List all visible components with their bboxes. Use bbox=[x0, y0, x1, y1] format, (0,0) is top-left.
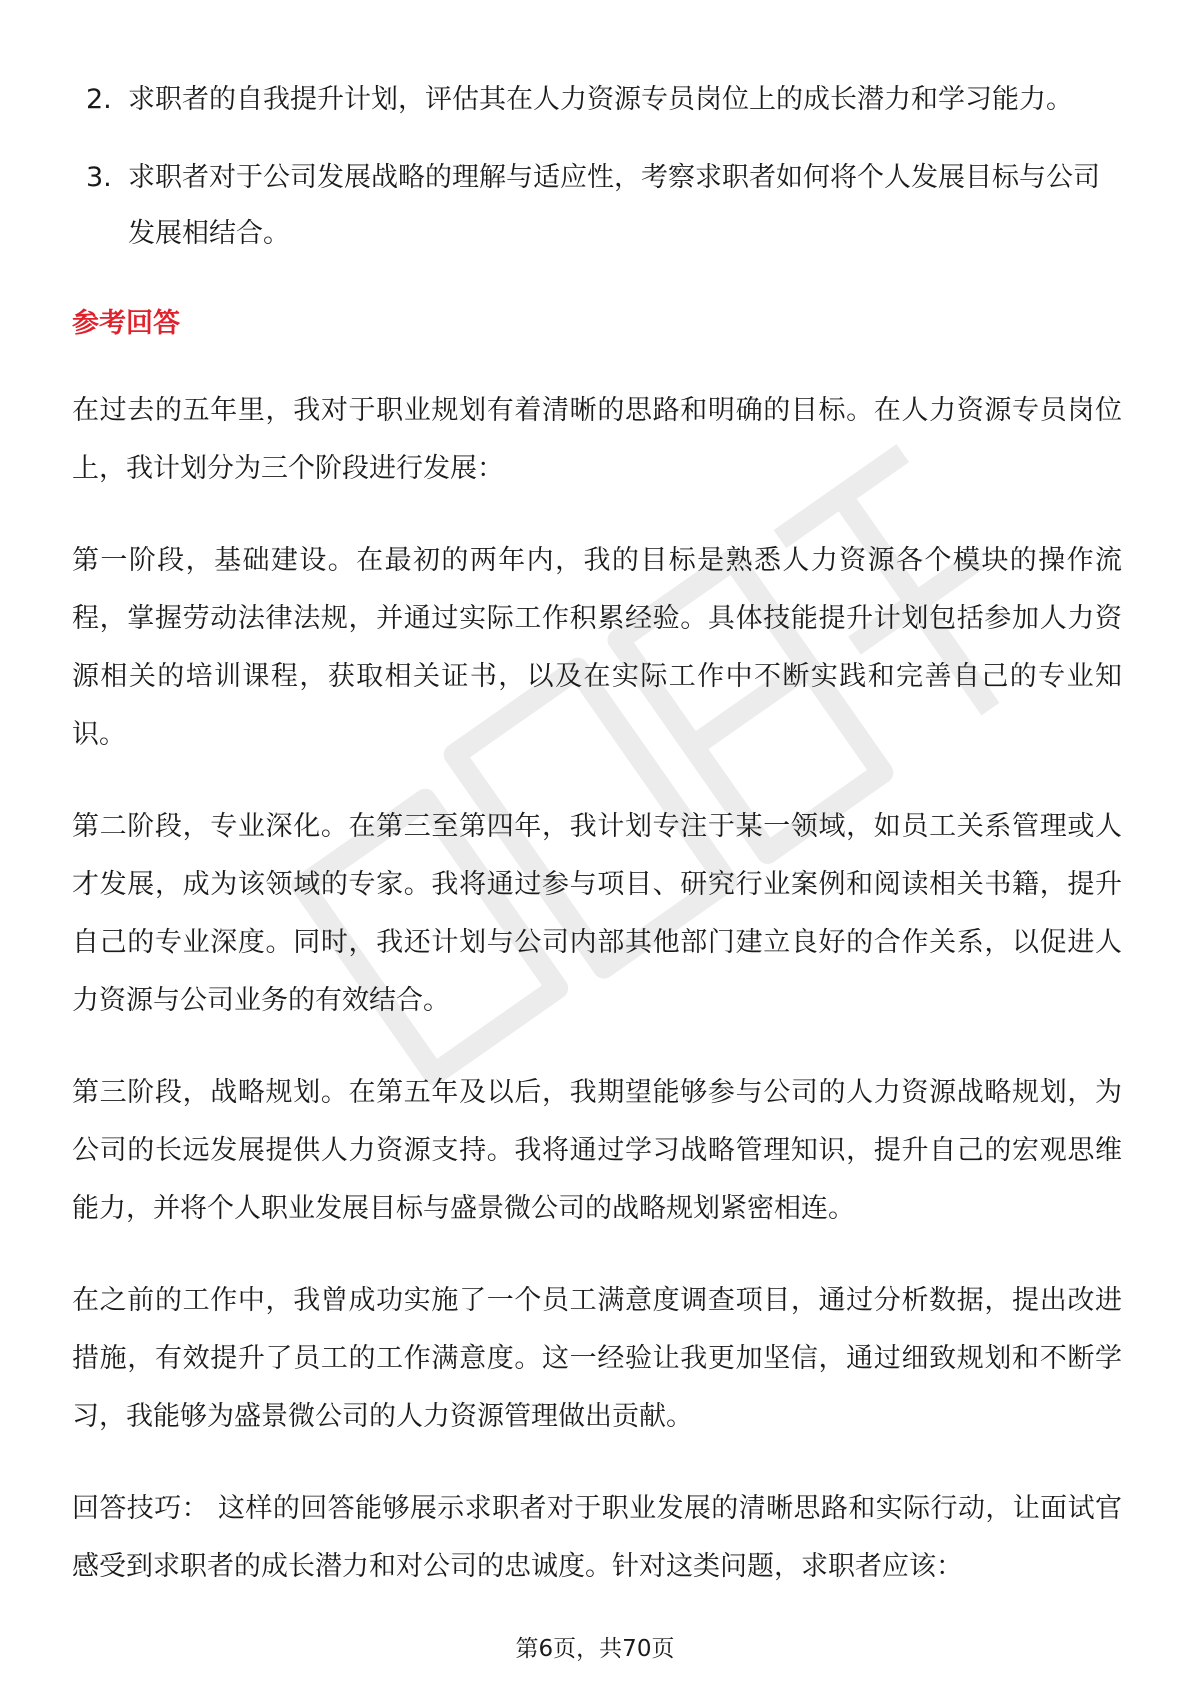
answer-paragraph-stage-one: 第一阶段，基础建设。在最初的两年内，我的目标是熟悉人力资源各个模块的操作流程，掌握劳动法律法规，并通过实际工作积累经验。具体技能提升计划包括参加人力资源相关的培训课程，获取相关证书，以及在实际工作中不断实践和完善自己的专业知识。 bbox=[72, 545, 1122, 750]
answer-tips-paragraph: 回答技巧： 这样的回答能够展示求职者对于职业发展的清晰思路和实际行动，让面试官感受到求职者的成长潜力和对公司的忠诚度。针对这类问题，求职者应该： bbox=[72, 1493, 1122, 1582]
document-content bbox=[72, 72, 1122, 1630]
list-item-number: 2. bbox=[86, 84, 112, 115]
answer-paragraph-experience: 在之前的工作中，我曾成功实施了一个员工满意度调查项目，通过分析数据，提出改进措施，有效提升了员工的工作满意度。这一经验让我更加坚信，通过细致规划和不断学习，我能够为盛景微公司的人力资源管理做出贡献。 bbox=[72, 1285, 1122, 1432]
section-title: 参考回答 bbox=[72, 308, 180, 339]
answer-paragraph-stage-two: 第二阶段，专业深化。在第三至第四年，我计划专注于某一领域，如员工关系管理或人才发展，成为该领域的专家。我将通过参与项目、研究行业案例和阅读相关书籍，提升自己的专业深度。同时，我还计划与公司内部其他部门建立良好的合作关系，以促进人力资源与公司业务的有效结合。 bbox=[72, 811, 1122, 1016]
list-item bbox=[72, 150, 1122, 262]
list-item-number: 3. bbox=[86, 162, 112, 193]
page-number-footer: 第6页，共70页 bbox=[515, 1636, 675, 1662]
list-item-text: 求职者的自我提升计划，评估其在人力资源专员岗位上的成长潜力和学习能力。 bbox=[128, 84, 1073, 115]
list-item-text: 求职者对于公司发展战略的理解与适应性，考察求职者如何将个人发展目标与公司发展相结合。 bbox=[128, 162, 1100, 249]
criteria-list bbox=[72, 72, 1122, 262]
list-item bbox=[72, 72, 1122, 128]
answer-paragraph-stage-three: 第三阶段，战略规划。在第五年及以后，我期望能够参与公司的人力资源战略规划，为公司的长远发展提供人力资源支持。我将通过学习战略管理知识，提升自己的宏观思维能力，并将个人职业发展目标与盛景微公司的战略规划紧密相连。 bbox=[72, 1077, 1122, 1224]
answer-paragraph-intro: 在过去的五年里，我对于职业规划有着清晰的思路和明确的目标。在人力资源专员岗位上，我计划分为三个阶段进行发展： bbox=[72, 395, 1122, 484]
